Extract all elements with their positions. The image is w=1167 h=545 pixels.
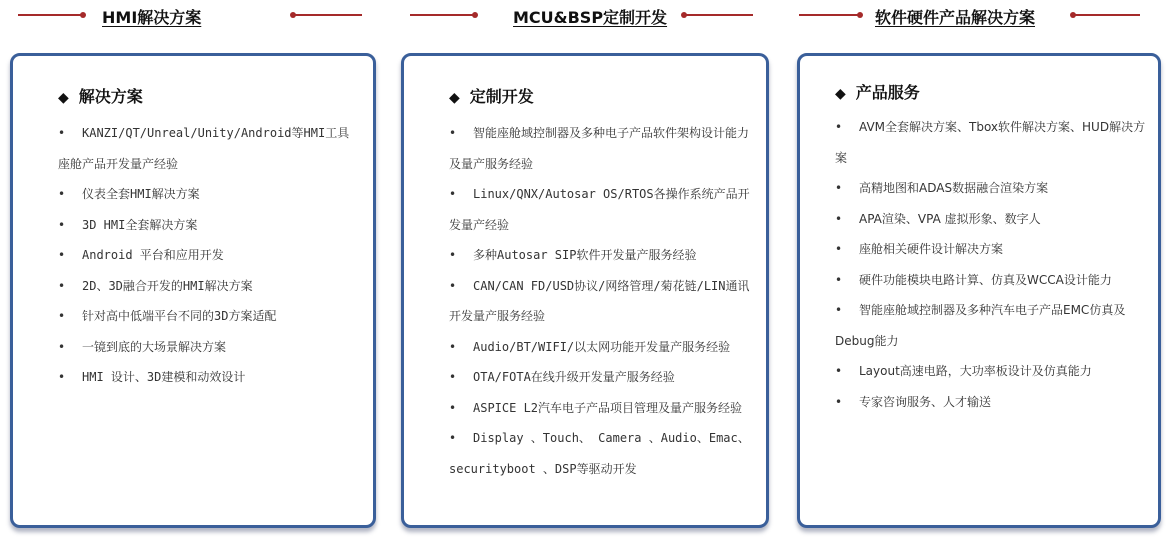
list-item: • KANZI/QT/Unreal/Unity/Android等HMI工具座舱产品开发量产经验: [58, 118, 361, 179]
bullet-icon: •: [58, 339, 66, 354]
list-item: • APA渲染、VPA 虚拟形象、数字人: [835, 204, 1146, 235]
list-item: • 座舱相关硬件设计解决方案: [835, 234, 1146, 265]
bullet-icon: •: [449, 370, 457, 384]
bullet-icon: •: [835, 394, 843, 409]
bullet-icon: •: [449, 187, 457, 201]
item-list: [835, 112, 1146, 417]
panel-heading: [449, 84, 534, 107]
list-item: • Audio/BT/WIFI/以太网功能开发量产服务经验: [449, 332, 754, 363]
bullet-icon: •: [835, 242, 843, 256]
list-item: • 专家咨询服务、人才输送: [835, 387, 1146, 418]
column-hmi: [10, 0, 376, 545]
list-item: • CAN/CAN FD/USD协议/网络管理/菊花链/LIN通讯开发量产服务经验: [449, 271, 754, 332]
bullet-icon: •: [58, 248, 66, 262]
bullet-icon: •: [835, 364, 843, 378]
panel-heading-text: 产品服务: [855, 83, 920, 102]
bullet-icon: •: [58, 217, 66, 232]
list-item: • Linux/QNX/Autosar OS/RTOS各操作系统产品开发量产经验: [449, 179, 754, 240]
list-item: • Layout高速电路，大功率板设计及仿真能力: [835, 356, 1146, 387]
list-item: • 智能座舱域控制器及多种电子产品软件架构设计能力及量产服务经验: [449, 118, 754, 179]
list-item: • 多种Autosar SIP软件开发量产服务经验: [449, 240, 754, 271]
bullet-icon: •: [449, 126, 457, 140]
list-item: • 硬件功能模块电路计算、仿真及WCCA设计能力: [835, 265, 1146, 296]
list-item: • Display 、Touch、 Camera 、Audio、Emac、securityboot 、DSP等驱动开发: [449, 423, 754, 484]
content-panel: [401, 53, 769, 528]
content-panel: [797, 53, 1161, 528]
bullet-icon: •: [58, 278, 66, 293]
bullet-icon: •: [449, 278, 457, 293]
panel-heading: [835, 80, 920, 103]
column-software-hardware: [797, 0, 1161, 545]
bullet-icon: •: [835, 120, 843, 134]
list-item: • AVM全套解决方案、Tbox软件解决方案、HUD解决方案: [835, 112, 1146, 173]
column-mcu-bsp: [401, 0, 769, 545]
bullet-icon: •: [835, 211, 843, 226]
header-decor-line-right: [683, 14, 753, 16]
header-decor-line-left: [799, 14, 861, 16]
list-item: • 2D、3D融合开发的HMI解决方案: [58, 271, 361, 302]
panel-heading-text: 解决方案: [78, 87, 143, 106]
column-header: [401, 0, 769, 30]
bullet-icon: •: [835, 303, 843, 317]
item-list: [449, 118, 754, 484]
bullet-icon: •: [835, 272, 843, 287]
column-title: HMI解决方案: [102, 8, 202, 27]
header-decor-line-right: [292, 14, 362, 16]
header-decor-line-right: [1072, 14, 1140, 16]
list-item: • OTA/FOTA在线升级开发量产服务经验: [449, 362, 754, 393]
bullet-icon: •: [58, 126, 66, 140]
panel-heading-text: 定制开发: [469, 87, 534, 106]
header-decor-line-left: [410, 14, 476, 16]
bullet-icon: •: [58, 309, 66, 323]
bullet-icon: •: [449, 339, 457, 354]
header-decor-line-left: [18, 14, 84, 16]
diamond-icon: ◆: [835, 86, 846, 102]
bullet-icon: •: [835, 181, 843, 195]
list-item: • 智能座舱域控制器及多种汽车电子产品EMC仿真及Debug能力: [835, 295, 1146, 356]
column-header: [10, 0, 376, 30]
list-item: • 仪表全套HMI解决方案: [58, 179, 361, 210]
list-item: • 一镜到底的大场景解决方案: [58, 332, 361, 363]
list-item: • 高精地图和ADAS数据融合渲染方案: [835, 173, 1146, 204]
bullet-icon: •: [449, 400, 457, 415]
list-item: • ASPICE L2汽车电子产品项目管理及量产服务经验: [449, 393, 754, 424]
list-item: • 3D HMI全套解决方案: [58, 210, 361, 241]
list-item: • 针对高中低端平台不同的3D方案适配: [58, 301, 361, 332]
bullet-icon: •: [449, 431, 457, 445]
bullet-icon: •: [58, 187, 66, 201]
item-list: [58, 118, 361, 393]
panel-heading: [58, 84, 143, 107]
list-item: • Android 平台和应用开发: [58, 240, 361, 271]
diamond-icon: ◆: [449, 90, 460, 106]
column-title: MCU&BSP定制开发: [513, 8, 668, 27]
content-panel: [10, 53, 376, 528]
diamond-icon: ◆: [58, 90, 69, 106]
list-item: • HMI 设计、3D建模和动效设计: [58, 362, 361, 393]
bullet-icon: •: [449, 248, 457, 262]
bullet-icon: •: [58, 370, 66, 384]
column-header: [797, 0, 1161, 30]
column-title: 软件硬件产品解决方案: [875, 8, 1036, 27]
